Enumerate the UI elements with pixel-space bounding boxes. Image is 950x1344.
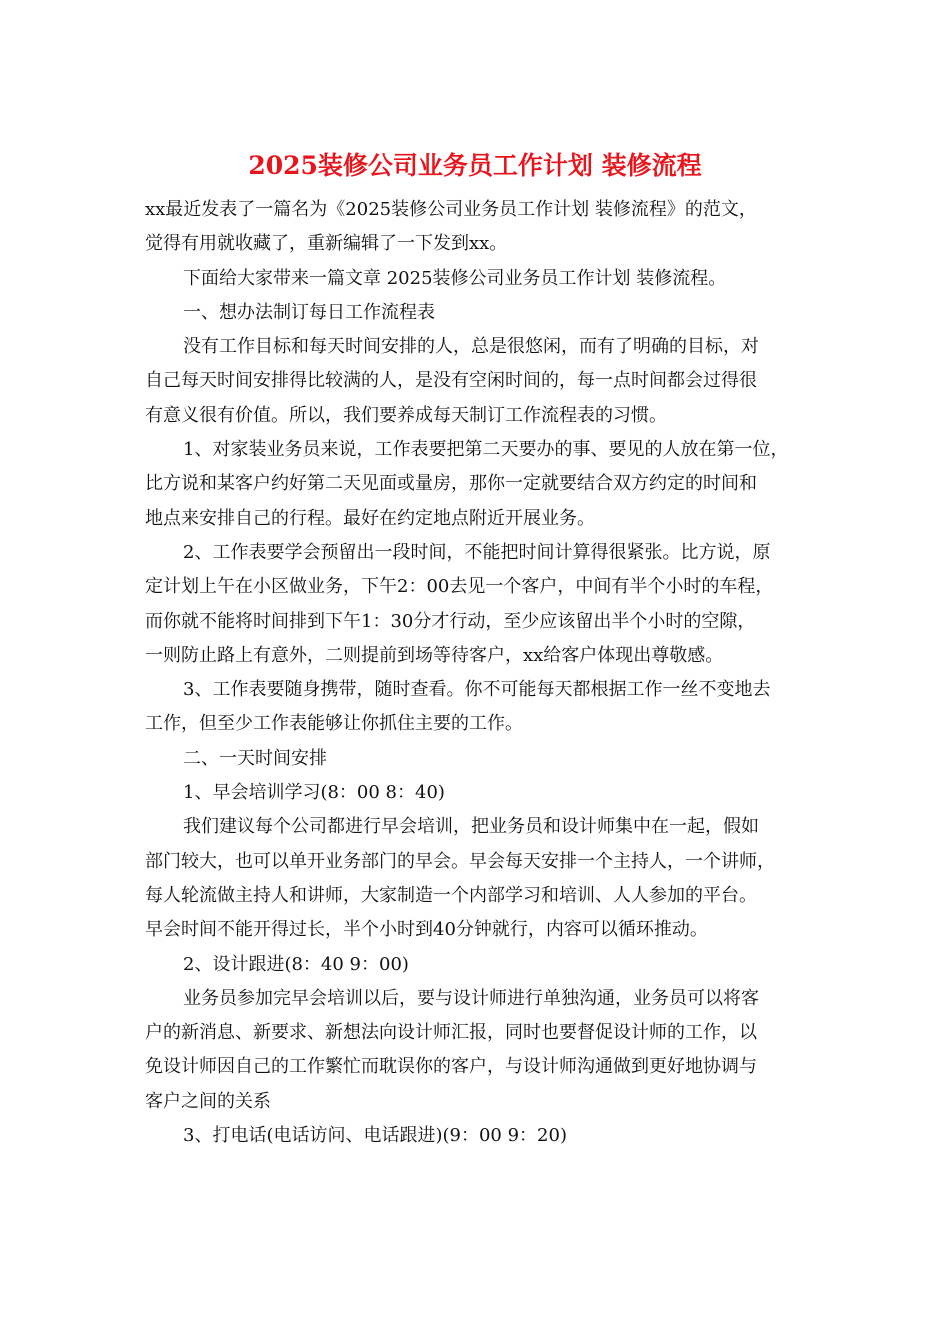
text-line: 工作，但至少工作表能够让你抓住主要的工作。 <box>145 713 523 735</box>
text-line: 下面给大家带来一篇文章 2025装修公司业务员工作计划 装修流程。 <box>183 267 727 289</box>
text-line: 1、对家装业务员来说，工作表要把第二天要办的事、要见的人放在第一位， <box>183 439 789 461</box>
text-line: 自己每天时间安排得比较满的人，是没有空闲时间的，每一点时间都会过得很 <box>145 370 757 392</box>
text-line: 一则防止路上有意外，二则提前到场等待客户，xx给客户体现出尊敬感。 <box>145 644 724 666</box>
text-line: 有意义很有价值。所以，我们要养成每天制订工作流程表的习惯。 <box>145 404 667 426</box>
text-line: 我们建议每个公司都进行早会培训，把业务员和设计师集中在一起，假如 <box>183 816 759 838</box>
text-line: 每人轮流做主持人和讲师，大家制造一个内部学习和培训、人人参加的平台。 <box>145 884 757 906</box>
text-line: xx最近发表了一篇名为《2025装修公司业务员工作计划 装修流程》的范文， <box>145 199 757 220</box>
text-line: 3、工作表要随身携带，随时查看。你不可能每天都根据工作一丝不变地去 <box>183 679 771 701</box>
text-line: 地点来安排自己的行程。最好在约定地点附近开展业务。 <box>145 507 595 529</box>
text-line: 定计划上午在小区做业务，下午2：00去见一个客户，中间有半个小时的车程， <box>145 576 774 598</box>
text-line: 1、早会培训学习(8：00 8：40) <box>183 782 445 804</box>
document-body <box>145 193 817 1153</box>
text-line: 觉得有用就收藏了，重新编辑了一下发到xx。 <box>145 233 508 255</box>
text-line: 3、打电话(电话访问、电话跟进)(9：00 9：20) <box>183 1125 567 1147</box>
text-line: 早会时间不能开得过长，半个小时到40分钟就行，内容可以循环推动。 <box>145 919 708 941</box>
text-line: 部门较大，也可以单开业务部门的早会。早会每天安排一个主持人，一个讲师， <box>145 850 775 872</box>
text-line: 户的新消息、新要求、新想法向设计师汇报，同时也要督促设计师的工作，以 <box>145 1022 757 1044</box>
text-line: 业务员参加完早会培训以后，要与设计师进行单独沟通，业务员可以将客 <box>183 987 759 1009</box>
text-line: 而你就不能将时间排到下午1：30分才行动，至少应该留出半个小时的空隙， <box>145 610 756 632</box>
text-line: 免设计师因自己的工作繁忙而耽误你的客户，与设计师沟通做到更好地协调与 <box>145 1056 757 1078</box>
text-line: 比方说和某客户约好第二天见面或量房，那你一定就要结合双方约定的时间和 <box>145 473 757 495</box>
text-line: 2、工作表要学会预留出一段时间，不能把时间计算得很紧张。比方说，原 <box>183 541 771 563</box>
text-line: 没有工作目标和每天时间安排的人，总是很悠闲，而有了明确的目标，对 <box>183 336 759 358</box>
text-line: 客户之间的关系 <box>145 1090 271 1112</box>
text-line: 二、一天时间安排 <box>183 747 327 769</box>
document-title: 2025装修公司业务员工作计划 装修流程 <box>248 151 702 180</box>
text-line: 一、想办法制订每日工作流程表 <box>183 301 435 323</box>
text-line: 2、设计跟进(8：40 9：00) <box>183 953 409 975</box>
